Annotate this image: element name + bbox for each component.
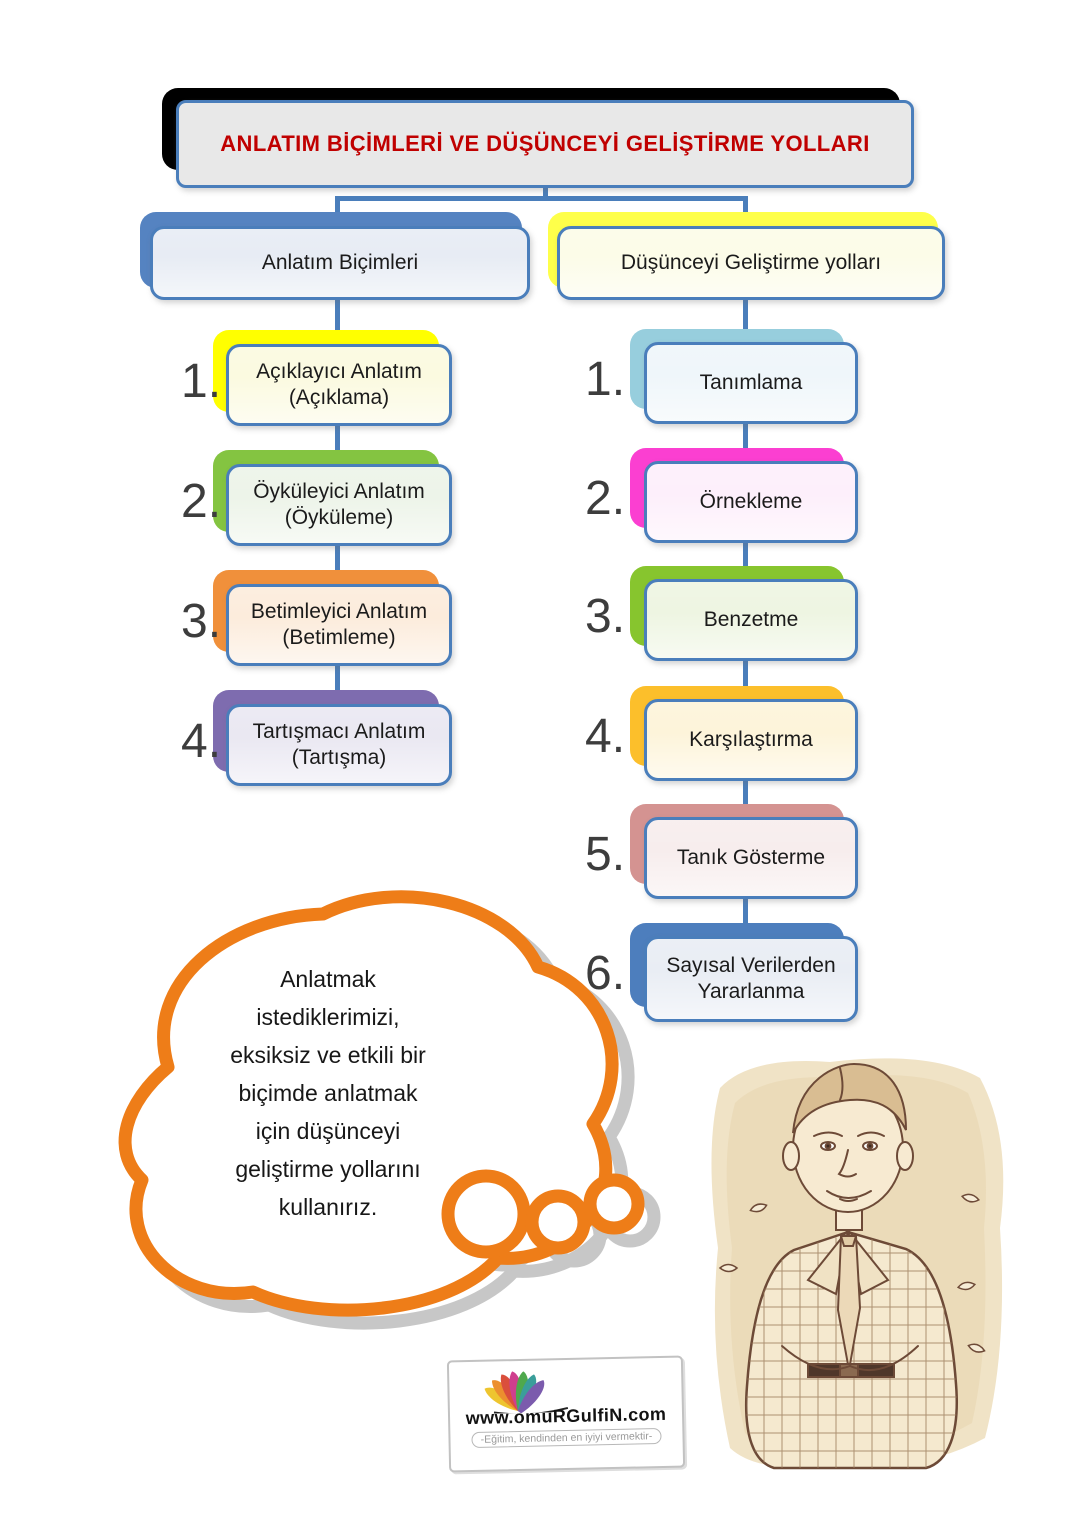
bubble-line: istediklerimizi, xyxy=(256,1004,400,1030)
bubble-line: geliştirme yollarını xyxy=(235,1156,421,1182)
item-box-benzetme xyxy=(644,579,858,661)
footer-logo xyxy=(447,1356,685,1473)
bubble-line: için düşünceyi xyxy=(255,1118,401,1144)
thought-bubble-text xyxy=(158,960,498,1226)
item-label: Açıklayıcı Anlatım (Açıklama) xyxy=(256,360,422,409)
item-label: Örnekleme xyxy=(699,490,803,514)
item-box-betimleyici xyxy=(226,584,452,666)
item-box-tanik-gosterme xyxy=(644,817,858,899)
branch-left-box xyxy=(150,226,530,300)
item-number: 6. xyxy=(585,947,626,1000)
branch-right-box xyxy=(557,226,945,300)
man-caricature-illustration xyxy=(690,1048,1020,1478)
item-number: 5. xyxy=(585,828,626,881)
item-label: Karşılaştırma xyxy=(689,728,813,752)
item-label: Tartışmacı Anlatım (Tartışma) xyxy=(252,720,426,769)
bubble-line: Anlatmak xyxy=(280,966,376,992)
item-label: Benzetme xyxy=(703,608,799,632)
item-number: 3. xyxy=(181,595,222,648)
page-title: ANLATIM BİÇİMLERİ VE DÜŞÜNCEYİ GELİŞTİRME YOLLARI xyxy=(220,131,870,156)
item-box-sayisal-veriler xyxy=(644,936,858,1022)
item-number: 2. xyxy=(585,472,626,525)
bubble-line: biçimde anlatmak xyxy=(238,1080,418,1106)
item-box-tanimlama xyxy=(644,342,858,424)
page-title-box xyxy=(176,100,914,188)
item-label: Öyküleyici Anlatım (Öyküleme) xyxy=(253,480,425,529)
connector-horizontal xyxy=(335,196,748,201)
item-label: Tanık Gösterme xyxy=(676,846,826,870)
item-label: Sayısal Verilerden Yararlanma xyxy=(666,954,836,1003)
item-number: 3. xyxy=(585,590,626,643)
thought-bubble xyxy=(58,862,698,1342)
item-number: 4. xyxy=(181,715,222,768)
item-number: 2. xyxy=(181,475,222,528)
logo-site-url: www.omuRGulfiN.com xyxy=(465,1403,667,1429)
branch-left-label: Anlatım Biçimleri xyxy=(261,251,419,275)
item-box-oykuleyici xyxy=(226,464,452,546)
item-label: Tanımlama xyxy=(699,371,803,395)
item-number: 1. xyxy=(585,353,626,406)
item-number: 4. xyxy=(585,710,626,763)
bubble-line: kullanırız. xyxy=(278,1194,378,1220)
item-label: Betimleyici Anlatım (Betimleme) xyxy=(250,600,428,649)
item-box-aciklayici xyxy=(226,344,452,426)
item-box-tartismaci xyxy=(226,704,452,786)
item-number: 1. xyxy=(181,355,222,408)
item-box-karsilastirma xyxy=(644,699,858,781)
branch-right-label: Düşünceyi Geliştirme yolları xyxy=(620,251,882,275)
item-box-ornekleme xyxy=(644,461,858,543)
bubble-line: eksiksiz ve etkili bir xyxy=(230,1042,426,1068)
logo-tagline: -Eğitim, kendinden en iyiyi vermektir- xyxy=(472,1428,662,1448)
